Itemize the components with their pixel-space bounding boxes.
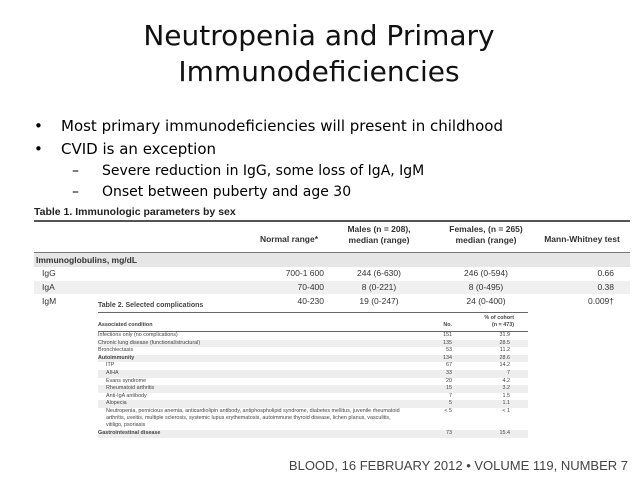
cell-no: 135 bbox=[443, 339, 452, 346]
cell-condition: Gastrointestinal disease bbox=[98, 429, 161, 436]
cell-no: 33 bbox=[446, 369, 452, 376]
cell-condition: Infections only (no complications) bbox=[98, 332, 178, 338]
cell-pct: 4.2 bbox=[502, 377, 510, 384]
cell-pct: 1.1 bbox=[502, 400, 510, 407]
cell-condition: Chronic lung disease (functional/structural) bbox=[98, 339, 201, 346]
cell-p: 0.009† bbox=[588, 296, 614, 306]
cell-condition: AIHA bbox=[106, 369, 119, 376]
table-row bbox=[34, 281, 630, 295]
cell-no: 151 bbox=[443, 332, 452, 338]
sub-bullet-item bbox=[34, 183, 624, 204]
header-no: No. bbox=[443, 322, 452, 328]
bullet-list bbox=[34, 116, 624, 204]
cell-pct: 15.4 bbox=[499, 429, 510, 436]
table-row bbox=[98, 430, 528, 438]
table-row bbox=[98, 347, 528, 355]
cell-females: 246 (0-594) bbox=[464, 268, 508, 278]
cell-condition: Rheumatoid arthritis bbox=[106, 385, 155, 392]
table-row bbox=[98, 340, 528, 348]
selected-complications-table bbox=[98, 300, 528, 438]
cell-condition: Bronchiectasis bbox=[98, 347, 134, 354]
bullet-text: Most primary immunodeficiencies will present in childhood bbox=[61, 117, 503, 135]
cell-no: 7 bbox=[449, 392, 452, 399]
immunologic-parameters-table bbox=[34, 220, 630, 309]
table-row bbox=[98, 400, 528, 408]
cell-pct: 1.5 bbox=[502, 392, 510, 399]
sub-bullet-text: Severe reduction in IgG, some loss of IgA, IgM bbox=[102, 163, 425, 179]
header-pct-line2: (n = 473) bbox=[491, 322, 514, 328]
header-condition: Associated condition bbox=[98, 322, 153, 328]
cell-condition: Autoimmunity bbox=[98, 354, 135, 361]
cell-pct: 7 bbox=[507, 369, 510, 376]
header-females-line1: Females, (n = 265) bbox=[449, 224, 523, 234]
cell-condition: Alopecia bbox=[106, 400, 127, 407]
cell-name: IgM bbox=[42, 296, 57, 306]
header-females-line2: median (range) bbox=[455, 235, 517, 245]
table2-title: Table 2. Selected complications bbox=[98, 302, 204, 309]
dash-icon: – bbox=[72, 163, 79, 179]
slide-title-line-1: Neutropenia and Primary bbox=[143, 19, 495, 52]
cell-normal: 40-230 bbox=[297, 296, 324, 306]
cell-pct: 28.5 bbox=[499, 339, 510, 346]
cell-no: 53 bbox=[446, 347, 452, 354]
cell-no: 20 bbox=[446, 377, 452, 384]
journal-citation: BLOOD, 16 FEBRUARY 2012 • VOLUME 119, NUMBER 7 bbox=[288, 458, 628, 473]
cell-pct: 31.9 bbox=[499, 332, 510, 338]
cell-normal: 700-1 600 bbox=[285, 268, 324, 278]
header-pct-line1: % of cohort bbox=[484, 315, 514, 321]
cell-no: 67 bbox=[446, 362, 452, 369]
table-row bbox=[98, 378, 528, 386]
sub-bullet-text: Onset between puberty and age 30 bbox=[102, 184, 352, 200]
table1-section-immunoglobulins: Immunoglobulins, mg/dL bbox=[34, 252, 630, 267]
cell-no: 5 bbox=[449, 400, 452, 407]
cell-females: 24 (0-400) bbox=[466, 296, 506, 306]
cell-no: < 5 bbox=[444, 407, 452, 414]
cell-condition: Neutropenia, pernicious anemia, anticardiolipin antibody, antiphospholipid syndrome, diabetes mellitus, juvenile rheumatoid arthritis, uveitis, multiple sclerosis, systemic lupus erythematosis, autoimmune thyroid disease, lichen planus, vasculitis, vitiligo, psoriasis bbox=[106, 407, 400, 428]
dash-icon: – bbox=[72, 184, 79, 200]
header-mann-whitney: Mann-Whitney test bbox=[544, 234, 620, 244]
cell-pct: 28.6 bbox=[499, 354, 510, 361]
table-row bbox=[98, 370, 528, 378]
bullet-dot-icon: • bbox=[34, 117, 43, 135]
cell-name: IgG bbox=[42, 268, 56, 278]
table2-header bbox=[98, 313, 528, 331]
bullet-text: CVID is an exception bbox=[61, 140, 217, 158]
cell-p: 0.66 bbox=[597, 268, 614, 278]
cell-pct: 14.2 bbox=[499, 362, 510, 369]
cell-condition: Evans syndrome bbox=[106, 377, 147, 384]
cell-normal: 70-400 bbox=[297, 282, 324, 292]
table1-header bbox=[34, 222, 630, 252]
cell-pct: < 1 bbox=[502, 407, 510, 414]
header-males-line1: Males (n = 208), bbox=[347, 224, 411, 234]
table1-title: Table 1. Immunologic parameters by sex bbox=[34, 206, 236, 218]
cell-no: 134 bbox=[443, 354, 452, 361]
cell-males: 8 (0-221) bbox=[361, 282, 397, 292]
bullet-item bbox=[34, 139, 624, 162]
cell-condition: ITP bbox=[106, 362, 115, 369]
cell-no: 15 bbox=[446, 385, 452, 392]
header-normal-range: Normal range* bbox=[259, 234, 319, 244]
table-row bbox=[98, 408, 528, 430]
cell-males: 244 (6-630) bbox=[357, 268, 401, 278]
table-row bbox=[98, 332, 528, 340]
cell-no: 73 bbox=[446, 429, 452, 436]
slide-title-line-2: Immunodeficiencies bbox=[178, 55, 460, 88]
table-row bbox=[34, 267, 630, 281]
cell-females: 8 (0-495) bbox=[468, 282, 504, 292]
cell-condition: Anti-IgA antibody bbox=[106, 392, 147, 399]
cell-name: IgA bbox=[42, 282, 55, 292]
table-row bbox=[98, 385, 528, 393]
cell-pct: 3.2 bbox=[502, 385, 510, 392]
table-row bbox=[98, 393, 528, 401]
cell-pct: 11.2 bbox=[499, 347, 510, 354]
cell-p: 0.38 bbox=[597, 282, 614, 292]
sub-bullet-item bbox=[34, 162, 624, 183]
table-row bbox=[98, 355, 528, 363]
table-row bbox=[98, 362, 528, 370]
cell-males: 19 (0-247) bbox=[359, 296, 399, 306]
bullet-item bbox=[34, 116, 624, 139]
slide-title bbox=[0, 18, 638, 90]
header-males-line2: median (range) bbox=[348, 235, 410, 245]
bullet-dot-icon: • bbox=[34, 140, 43, 158]
